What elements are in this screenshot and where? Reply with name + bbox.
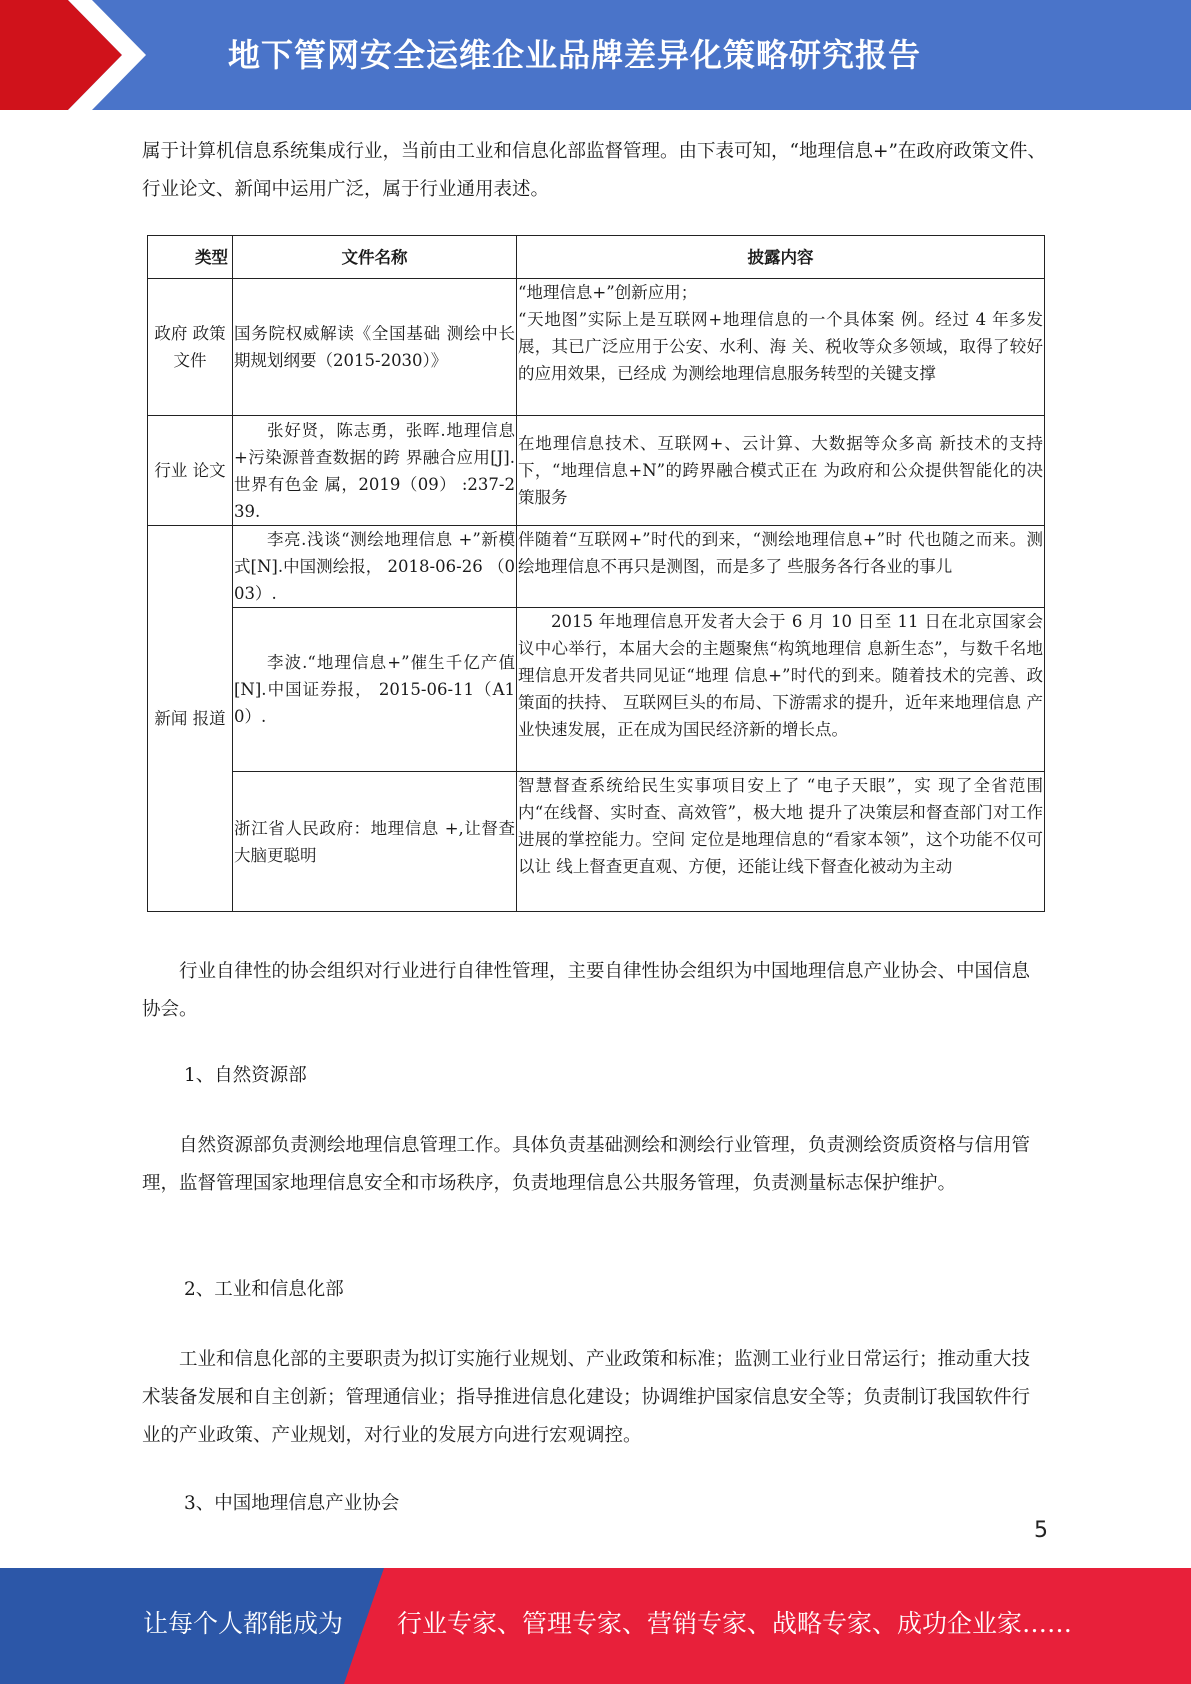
header-arrow-decoration [0, 0, 200, 110]
row-type: 新闻 报道 [148, 526, 233, 912]
column-header-document: 文件名称 [233, 236, 517, 279]
row-content: 2015 年地理信息开发者大会于 6 月 10 日至 11 日在北京国家会议中心举行，本届大会的主题聚焦“构筑地理信 息新生态”，与数千名地理信息开发者共同见证“地理 信息+”时代的到来。随着技术的完善、政策面的扶持、 互联网巨头的布局、下游需求的提升，近年来地理信息 产业快速发展，正在成为国民经济新的增长点。 [517, 608, 1045, 772]
section-heading-2: 2、工业和信息化部 [184, 1279, 344, 1300]
table-row [148, 279, 1045, 416]
intro-paragraph: 属于计算机信息系统集成行业，当前由工业和信息化部监督管理。由下表可知，“地理信息+”在政府政策文件、行业论文、新闻中运用广泛，属于行业通用表述。 [142, 141, 1046, 200]
row-content-line: “天地图”实际上是互联网+地理信息的一个具体案 例。经过 4 年多发展，其已广泛应用于公安、水利、海 关、税收等众多领域，取得了较好的应用效果，已经成 为测绘地理信息服务转型的关键支撑 [518, 310, 1043, 383]
row-document: 李波.“地理信息+”催生千亿产值[N].中国证券报， 2015-06-11（A10）. [233, 608, 517, 772]
paragraph-natural-resources: 自然资源部负责测绘地理信息管理工作。具体负责基础测绘和测绘行业管理，负责测绘资质资格与信用管理，监督管理国家地理信息安全和市场秩序，负责地理信息公共服务管理，负责测量标志保护维护。 [142, 1135, 1031, 1194]
column-header-type: 类型 [148, 236, 233, 279]
footer-banner [0, 1568, 1191, 1684]
table-row [148, 526, 1045, 608]
table-row [148, 772, 1045, 912]
report-title: 地下管网安全运维企业品牌差异化策略研究报告 [228, 36, 922, 74]
row-type: 政府 政策 文件 [148, 279, 233, 416]
paragraph-association: 行业自律性的协会组织对行业进行自律性管理，主要自律性协会组织为中国地理信息产业协会、中国信息协会。 [142, 961, 1031, 1020]
page-number: 5 [1034, 1518, 1048, 1543]
table-row [148, 416, 1045, 526]
row-document: 李亮.浅谈“测绘地理信息 +”新模式[N].中国测绘报， 2018-06-26 （003）. [233, 526, 517, 608]
table-header-row [148, 236, 1045, 279]
row-content [517, 279, 1045, 416]
footer-slogan-right: 行业专家、管理专家、营销专家、战略专家、成功企业家…… [397, 1609, 1073, 1638]
paragraph-miit: 工业和信息化部的主要职责为拟订实施行业规划、产业政策和标准；监测工业行业日常运行；推动重大技术装备发展和自主创新；管理通信业；指导推进信息化建设；协调维护国家信息安全等；负责制订我国软件行业的产业政策、产业规划，对行业的发展方向进行宏观调控。 [142, 1349, 1031, 1446]
column-header-content: 披露内容 [517, 236, 1045, 279]
header-banner [0, 0, 1191, 110]
section-heading-1: 1、自然资源部 [184, 1065, 307, 1086]
row-content: 伴随着“互联网+”时代的到来，“测绘地理信息+”时 代也随之而来。测绘地理信息不再只是测图，而是多了 些服务各行各业的事儿 [517, 526, 1045, 608]
row-document: 国务院权威解读《全国基础 测绘中长期规划纲要（2015-2030）》 [233, 279, 517, 416]
row-content: 智慧督查系统给民生实事项目安上了 “电子天眼”，实 现了全省范围内“在线督、实时查、高效管”，极大地 提升了决策层和督查部门对工作进展的掌控能力。空间 定位是地理信息的“看家本领”，这个功能不仅可以让 线上督查更直观、方便，还能让线下督查化被动为主动 [517, 772, 1045, 912]
footer-slogan-left: 让每个人都能成为 [143, 1609, 344, 1638]
disclosure-table [147, 235, 1045, 912]
section-heading-3: 3、中国地理信息产业协会 [184, 1493, 400, 1514]
table-row [148, 608, 1045, 772]
row-document: 浙江省人民政府：地理信息 +,让督查大脑更聪明 [233, 772, 517, 912]
row-type: 行业 论文 [148, 416, 233, 526]
row-content-line: “地理信息+”创新应用； [518, 283, 698, 302]
row-document: 张好贤，陈志勇，张晖.地理信息+污染源普查数据的跨 界融合应用[J].世界有色金 属，2019（09） :237-239. [233, 416, 517, 526]
row-content: 在地理信息技术、互联网+、云计算、大数据等众多高 新技术的支持下，“地理信息+N”的跨界融合模式正在 为政府和公众提供智能化的决策服务 [517, 416, 1045, 526]
